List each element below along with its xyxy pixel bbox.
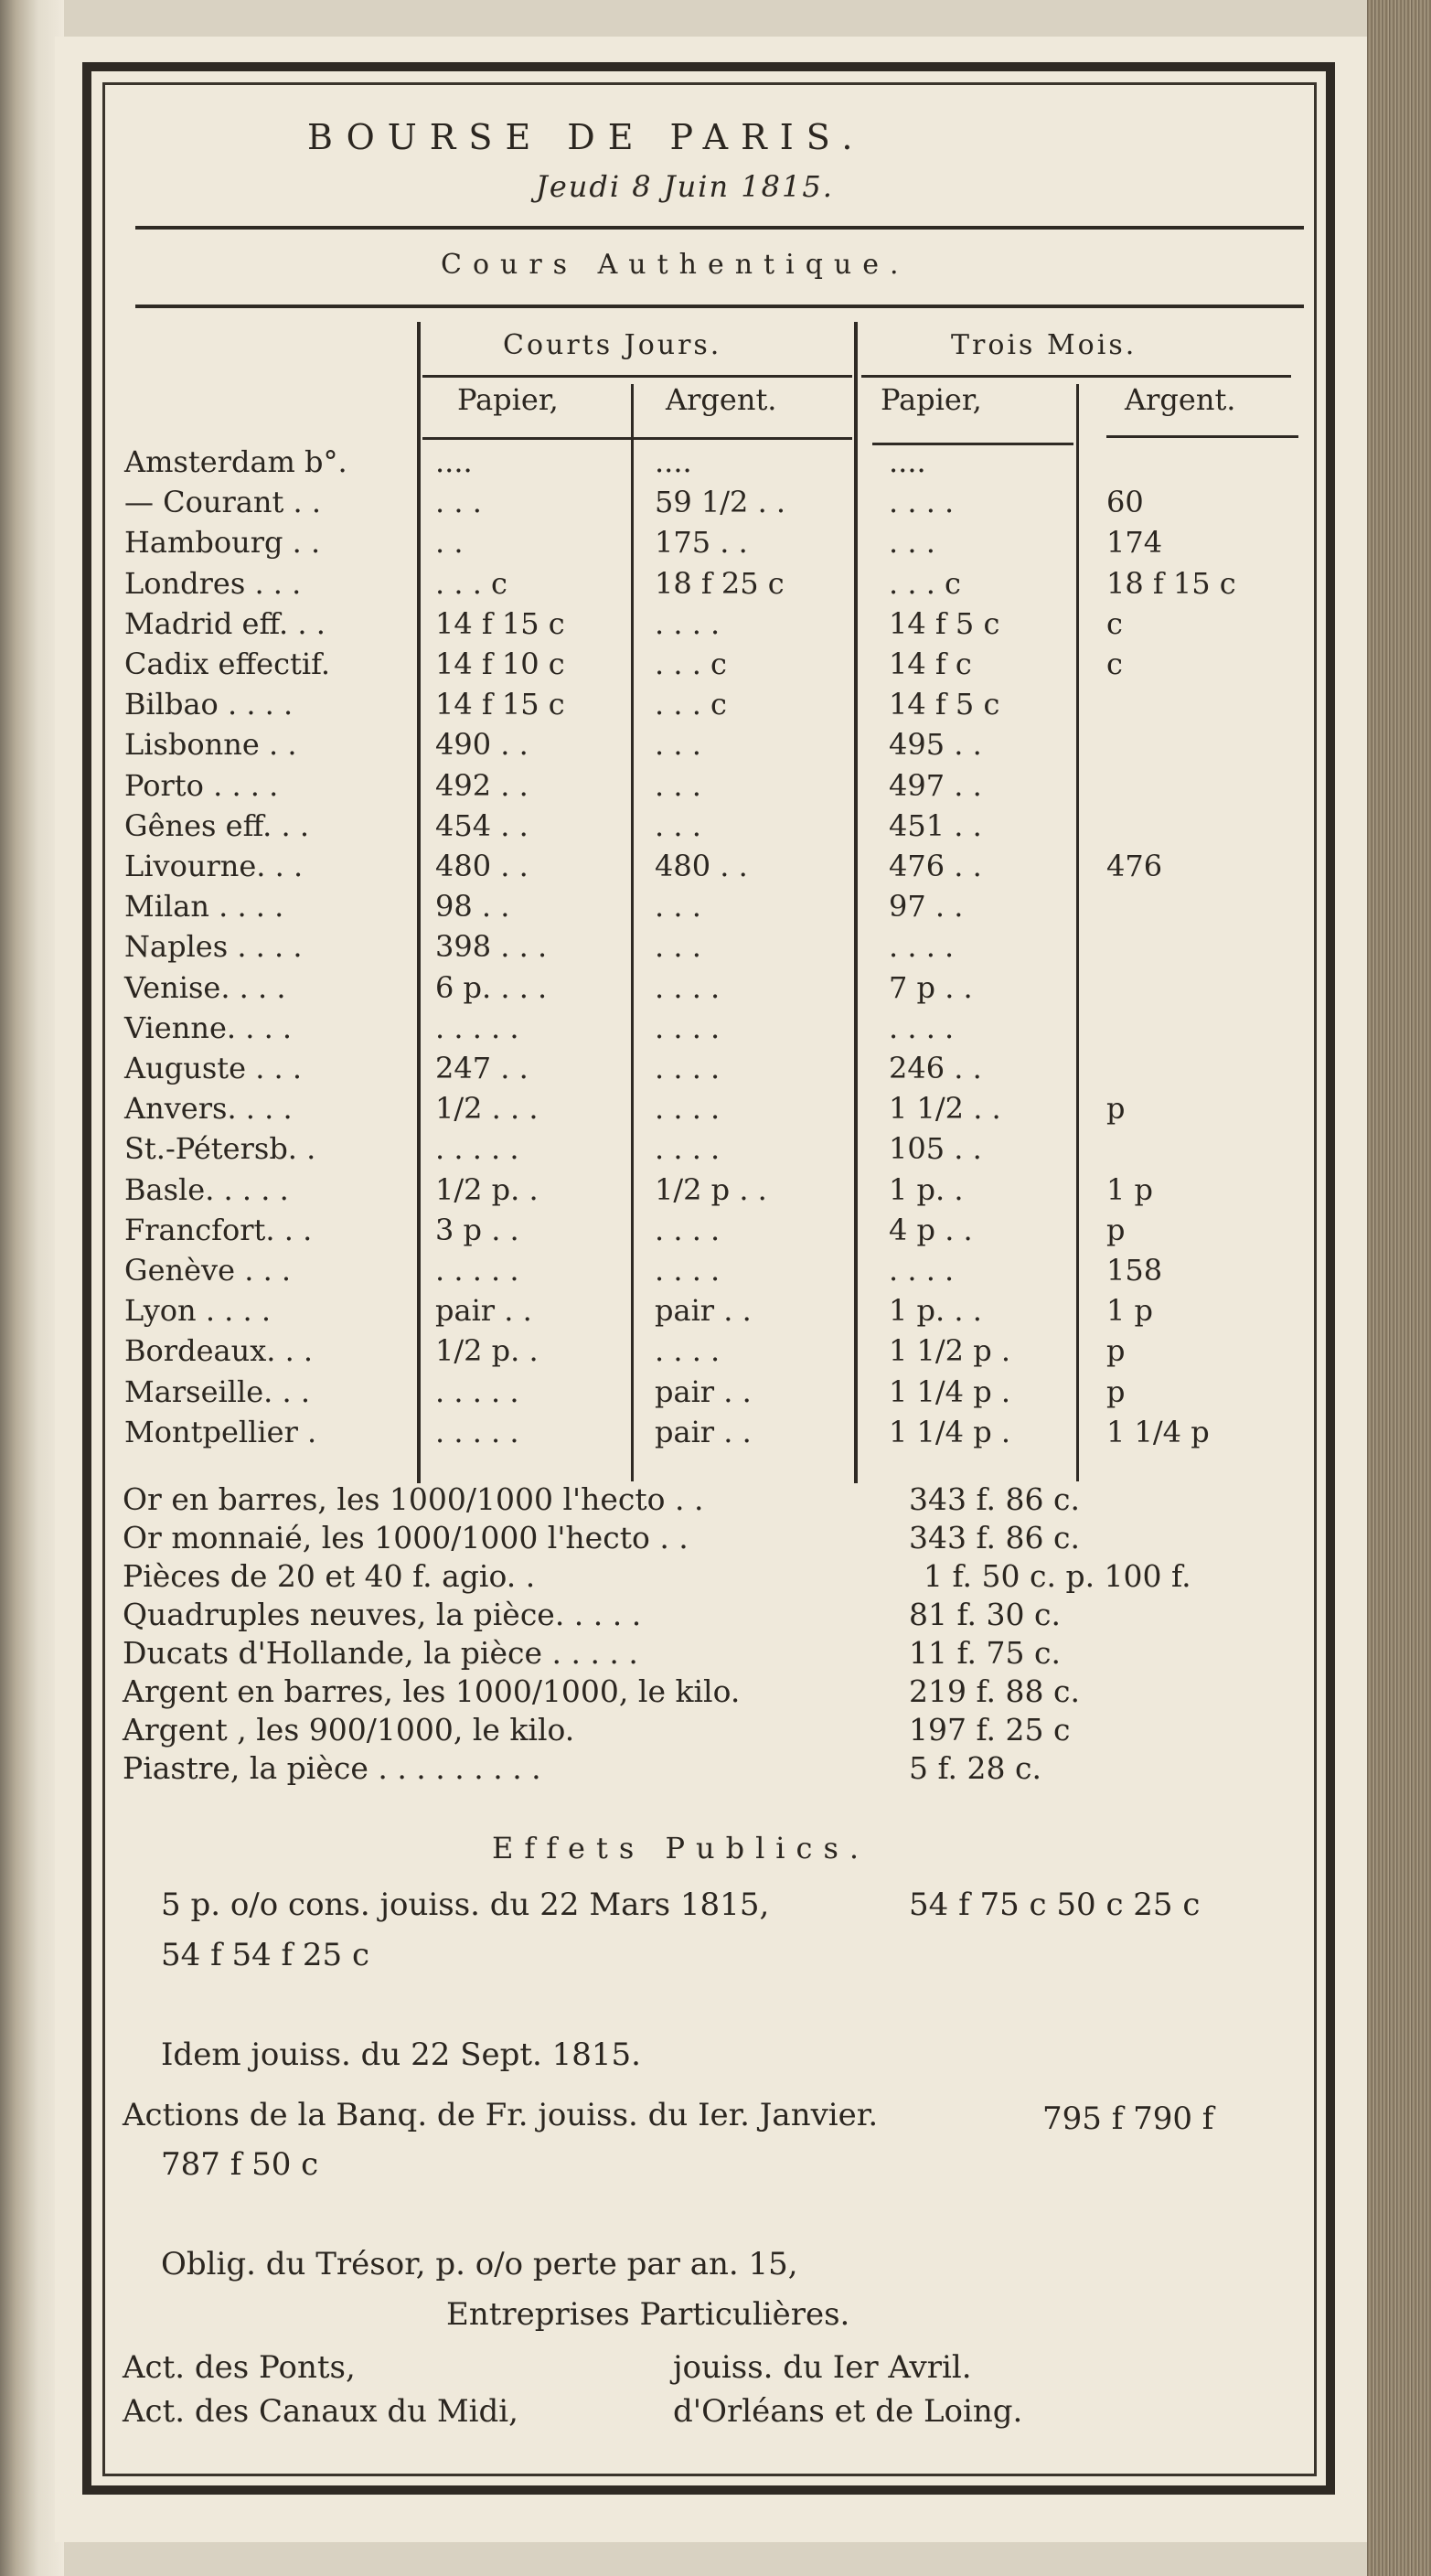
currency-name: Auguste . . .	[124, 1051, 303, 1085]
cell-tm-papier: 497 . .	[889, 767, 982, 803]
cell-tm-papier: 451 . .	[889, 807, 982, 843]
currency-name: Vienne. . . .	[124, 1010, 293, 1045]
column-group-courts-jours: Courts Jours.	[503, 329, 722, 361]
effets-line: Idem jouiss. du 22 Sept. 1815.	[161, 2036, 641, 2073]
cell-cj-argent: 1/2 p . .	[655, 1171, 767, 1207]
cell-tm-argent: 1 1/4 p	[1106, 1414, 1210, 1449]
metal-value: 11 f. 75 c.	[909, 1635, 1061, 1671]
cell-tm-papier: 1 p. .	[889, 1171, 964, 1207]
metal-label: Argent , les 900/1000, le kilo.	[123, 1712, 575, 1748]
book-right-edge	[1367, 0, 1431, 2576]
effets-line: 54 f 54 f 25 c	[161, 1937, 370, 1973]
section-subtitle: Cours Authentique.	[441, 249, 910, 281]
cell-tm-papier: 4 p . .	[889, 1212, 973, 1247]
cell-cj-papier: pair . .	[435, 1293, 532, 1329]
column-rule	[417, 322, 421, 1483]
divider	[135, 305, 1304, 308]
column-group-trois-mois: Trois Mois.	[951, 329, 1137, 361]
cell-cj-papier: 492 . .	[435, 767, 529, 803]
cell-cj-papier: 1/2 . . .	[435, 1091, 539, 1127]
column-rule	[631, 384, 634, 1481]
metal-label: Piastre, la pièce . . . . . . . . .	[123, 1750, 541, 1786]
metal-label: Or monnaié, les 1000/1000 l'hecto . .	[123, 1520, 689, 1555]
cell-tm-argent: p	[1106, 1091, 1126, 1127]
cell-cj-argent: pair . .	[655, 1374, 752, 1409]
cell-cj-argent: . . . .	[655, 1333, 721, 1369]
divider	[1106, 435, 1298, 438]
metal-value: 81 f. 30 c.	[909, 1597, 1061, 1632]
entreprises-title: Entreprises Particulières.	[446, 2296, 850, 2333]
currency-name: Venise. . . .	[124, 969, 286, 1005]
cell-cj-argent: 480 . .	[655, 849, 748, 883]
column-header-papier: Papier,	[881, 382, 982, 417]
effets-line: 5 p. o/o cons. jouiss. du 22 Mars 1815,	[161, 1887, 770, 1923]
currency-name: Anvers. . . .	[124, 1091, 293, 1127]
divider	[861, 375, 1291, 378]
cell-cj-argent: . . . .	[655, 1091, 721, 1127]
effets-line: jouiss. du Ier Avril.	[673, 2349, 972, 2386]
cell-tm-argent: p	[1106, 1333, 1126, 1369]
cell-cj-papier: . . . . .	[435, 1131, 519, 1167]
currency-name: Porto . . . .	[124, 767, 279, 803]
cell-cj-argent: . . . c	[655, 687, 727, 722]
cell-tm-argent: c	[1106, 647, 1123, 681]
cell-tm-papier: . . . .	[889, 1010, 955, 1045]
cell-cj-argent: 18 f 25 c	[655, 565, 785, 601]
currency-name: Montpellier .	[124, 1414, 317, 1449]
cell-cj-papier: 454 . .	[435, 807, 529, 843]
effets-values: 795 f 790 f	[1042, 2100, 1214, 2137]
page-date: Jeudi 8 Juin 1815.	[536, 169, 834, 204]
cell-cj-argent: . . . .	[655, 605, 721, 641]
cell-cj-papier: . . .	[435, 485, 482, 520]
currency-name: Livourne. . .	[124, 849, 304, 883]
cell-cj-papier: ....	[435, 444, 473, 479]
cell-cj-papier: . . . c	[435, 565, 507, 601]
cell-cj-argent: . . . c	[655, 647, 727, 681]
metal-value: 343 f. 86 c.	[909, 1481, 1080, 1517]
cell-cj-papier: 1/2 p. .	[435, 1333, 539, 1369]
column-header-argent: Argent.	[1125, 382, 1236, 417]
currency-name: Cadix effectif.	[124, 647, 330, 681]
cell-cj-papier: . . . . .	[435, 1414, 519, 1449]
effets-title: Effets Publics.	[492, 1831, 870, 1865]
cell-tm-argent: p	[1106, 1374, 1126, 1409]
effets-line: d'Orléans et de Loing.	[673, 2393, 1023, 2430]
currency-name: Basle. . . . .	[124, 1171, 289, 1207]
cell-tm-papier: 7 p . .	[889, 969, 973, 1005]
effets-line: Act. des Ponts,	[123, 2349, 356, 2386]
cell-tm-papier: 1 1/4 p .	[889, 1374, 1011, 1409]
cell-tm-papier: . . . .	[889, 1253, 955, 1288]
cell-cj-papier: . . . . .	[435, 1253, 519, 1288]
currency-name: Hambourg . .	[124, 525, 321, 561]
metal-value: 5 f. 28 c.	[909, 1750, 1041, 1786]
divider	[135, 226, 1304, 230]
metal-label: Ducats d'Hollande, la pièce . . . . .	[123, 1635, 638, 1671]
cell-cj-papier: 480 . .	[435, 849, 529, 883]
column-rule	[854, 322, 858, 1483]
cell-cj-argent: . . .	[655, 767, 701, 803]
metal-value: 1 f. 50 c. p. 100 f.	[924, 1558, 1191, 1594]
metal-value: 197 f. 25 c	[909, 1712, 1071, 1748]
cell-cj-papier: 6 p. . . .	[435, 969, 548, 1005]
cell-tm-argent: c	[1106, 605, 1123, 641]
effets-values: 54 f 75 c 50 c 25 c	[909, 1887, 1201, 1923]
column-rule	[1076, 384, 1079, 1481]
cell-cj-papier: 1/2 p. .	[435, 1171, 539, 1207]
cell-cj-papier: 3 p . .	[435, 1212, 519, 1247]
page-title: BOURSE DE PARIS.	[307, 117, 866, 157]
effets-line: 787 f 50 c	[161, 2146, 319, 2183]
cell-tm-argent: 1 p	[1106, 1293, 1154, 1329]
currency-name: Lyon . . . .	[124, 1293, 272, 1329]
cell-cj-argent: . . .	[655, 807, 701, 843]
cell-tm-papier: . . . .	[889, 485, 955, 520]
cell-cj-argent: 59 1/2 . .	[655, 485, 786, 520]
currency-name: Gênes eff. . .	[124, 807, 310, 843]
cell-tm-papier: 14 f c	[889, 647, 972, 681]
cell-tm-papier: 476 . .	[889, 849, 982, 883]
cell-cj-papier: 14 f 15 c	[435, 605, 565, 641]
currency-name: St.-Pétersb. .	[124, 1131, 316, 1167]
cell-tm-papier: 1 1/2 p .	[889, 1333, 1011, 1369]
currency-name: — Courant . .	[124, 485, 322, 520]
currency-name: Genève . . .	[124, 1253, 292, 1288]
cell-tm-argent: 18 f 15 c	[1106, 565, 1236, 601]
currency-name: Madrid eff. . .	[124, 605, 326, 641]
metal-value: 219 f. 88 c.	[909, 1673, 1080, 1709]
cell-cj-papier: . . . . .	[435, 1010, 519, 1045]
cell-cj-argent: . . .	[655, 929, 701, 965]
cell-tm-papier: 14 f 5 c	[889, 605, 1000, 641]
cell-tm-papier: 1 p. . .	[889, 1293, 982, 1329]
currency-name: Milan . . . .	[124, 889, 284, 925]
cell-tm-argent: 174	[1106, 525, 1163, 561]
cell-cj-argent: ....	[655, 444, 692, 479]
effets-line: Actions de la Banq. de Fr. jouiss. du Ier. Janvier.	[123, 2097, 879, 2133]
cell-tm-papier: 1 1/4 p .	[889, 1414, 1011, 1449]
cell-cj-argent: 175 . .	[655, 525, 748, 561]
cell-cj-papier: 14 f 10 c	[435, 647, 565, 681]
metal-label: Argent en barres, les 1000/1000, le kilo.	[123, 1673, 741, 1709]
cell-tm-argent: 60	[1106, 485, 1144, 520]
metal-label: Pièces de 20 et 40 f. agio. .	[123, 1558, 536, 1594]
cell-tm-argent: 476	[1106, 849, 1163, 883]
divider	[422, 437, 852, 440]
cell-cj-argent: . . . .	[655, 1051, 721, 1085]
cell-cj-papier: 398 . . .	[435, 929, 548, 965]
currency-name: Francfort. . .	[124, 1212, 313, 1247]
metal-value: 343 f. 86 c.	[909, 1520, 1080, 1555]
column-header-argent: Argent.	[666, 382, 777, 417]
cell-tm-papier: 105 . .	[889, 1131, 982, 1167]
cell-cj-argent: . . . .	[655, 1212, 721, 1247]
cell-cj-papier: . . . . .	[435, 1374, 519, 1409]
divider	[422, 375, 852, 378]
currency-name: Naples . . . .	[124, 929, 303, 965]
cell-tm-papier: . . . .	[889, 929, 955, 965]
cell-tm-papier: 495 . .	[889, 727, 982, 763]
cell-cj-argent: . . . .	[655, 1010, 721, 1045]
currency-name: Lisbonne . .	[124, 727, 297, 763]
cell-tm-papier: . . . c	[889, 565, 961, 601]
cell-cj-papier: . .	[435, 525, 464, 561]
cell-tm-argent: 158	[1106, 1253, 1163, 1288]
cell-tm-papier: ....	[889, 444, 926, 479]
cell-tm-argent: 1 p	[1106, 1171, 1154, 1207]
cell-cj-argent: pair . .	[655, 1293, 752, 1329]
cell-cj-argent: pair . .	[655, 1414, 752, 1449]
currency-name: Bilbao . . . .	[124, 687, 294, 722]
currency-name: Marseille. . .	[124, 1374, 310, 1409]
cell-cj-argent: . . . .	[655, 1131, 721, 1167]
cell-cj-argent: . . .	[655, 727, 701, 763]
cell-cj-argent: . . .	[655, 889, 701, 925]
column-header-papier: Papier,	[457, 382, 559, 417]
currency-name: Londres . . .	[124, 565, 302, 601]
cell-cj-papier: 98 . .	[435, 889, 510, 925]
currency-name: Bordeaux. . .	[124, 1333, 314, 1369]
cell-tm-papier: 1 1/2 . .	[889, 1091, 1001, 1127]
currency-name: Amsterdam b°.	[124, 444, 347, 479]
cell-tm-papier: 14 f 5 c	[889, 687, 1000, 722]
metal-label: Or en barres, les 1000/1000 l'hecto . .	[123, 1481, 704, 1517]
cell-tm-argent: p	[1106, 1212, 1126, 1247]
cell-tm-papier: 97 . .	[889, 889, 964, 925]
cell-tm-papier: . . .	[889, 525, 935, 561]
cell-cj-papier: 247 . .	[435, 1051, 529, 1085]
cell-tm-papier: 246 . .	[889, 1051, 982, 1085]
effets-line: Oblig. du Trésor, p. o/o perte par an. 15,	[161, 2246, 798, 2282]
metal-label: Quadruples neuves, la pièce. . . . .	[123, 1597, 642, 1632]
cell-cj-argent: . . . .	[655, 1253, 721, 1288]
cell-cj-papier: 14 f 15 c	[435, 687, 565, 722]
cell-cj-argent: . . . .	[655, 969, 721, 1005]
cell-cj-papier: 490 . .	[435, 727, 529, 763]
effets-line: Act. des Canaux du Midi,	[123, 2393, 518, 2430]
